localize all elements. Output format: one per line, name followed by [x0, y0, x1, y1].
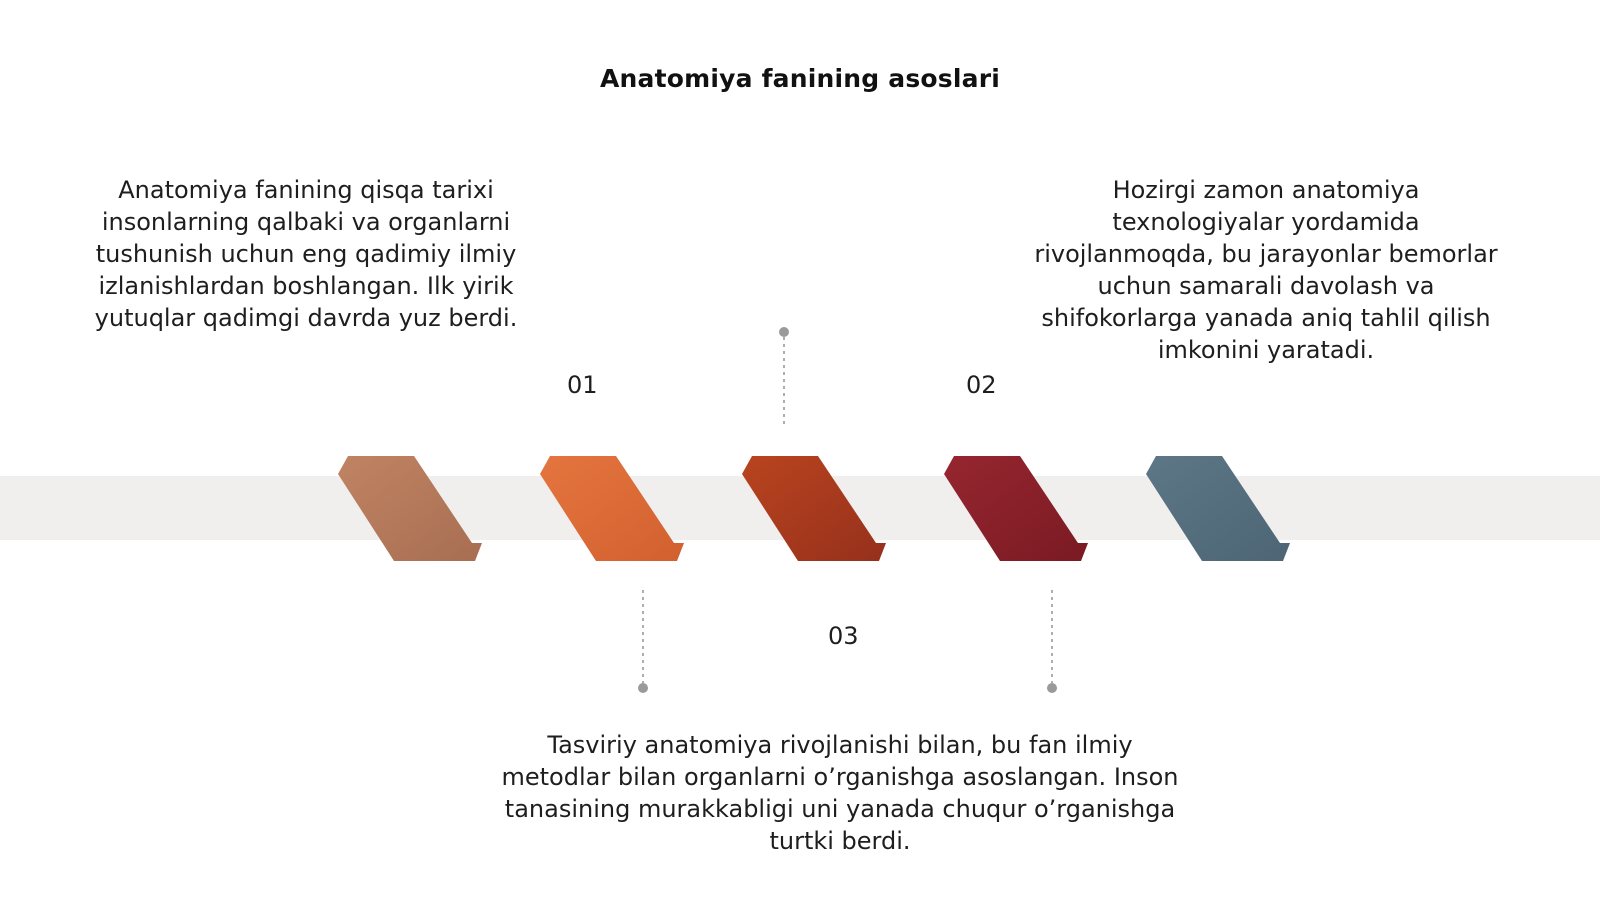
connector-bottom-right	[1047, 590, 1057, 693]
step-3-number: 03	[828, 622, 859, 650]
step-1-text: Anatomiya fanining qisqa tarixi insonlarning qalbaki va organlarni tushunish uchun eng qadimiy ilmiy izlanishlardan boshlangan. Ilk yirik yutuqlar qadimgi davrda yuz berdi.	[94, 176, 518, 332]
connector-bottom-left-dot	[638, 683, 648, 693]
step-2-text: Hozirgi zamon anatomiya texnologiyalar yordamida rivojlanmoqda, bu jarayonlar bemorlar uchun samarali davolash va shifokorlarga yanada aniq tahlil qilish imkonini yaratadi.	[1034, 176, 1498, 364]
chevron-1	[338, 456, 482, 561]
step-2-number: 02	[966, 371, 997, 399]
chevron-5	[1146, 456, 1290, 561]
chevron-3	[742, 456, 886, 561]
step-3-text: Tasviriy anatomiya rivojlanishi bilan, bu fan ilmiy metodlar bilan organlarni o’rganishga asoslangan. Inson tanasining murakkabligi uni yanada chuqur o’rganishga turtki berdi.	[501, 731, 1179, 855]
connector-top-dot	[779, 327, 789, 337]
page-title: Anatomiya fanining asoslari	[599, 64, 1001, 93]
chevron-4	[944, 456, 1088, 561]
connector-bottom-right-dot	[1047, 683, 1057, 693]
connector-top	[779, 327, 789, 428]
chevron-2	[540, 456, 684, 561]
connector-bottom-left	[638, 590, 648, 693]
step-1-number: 01	[567, 371, 598, 399]
